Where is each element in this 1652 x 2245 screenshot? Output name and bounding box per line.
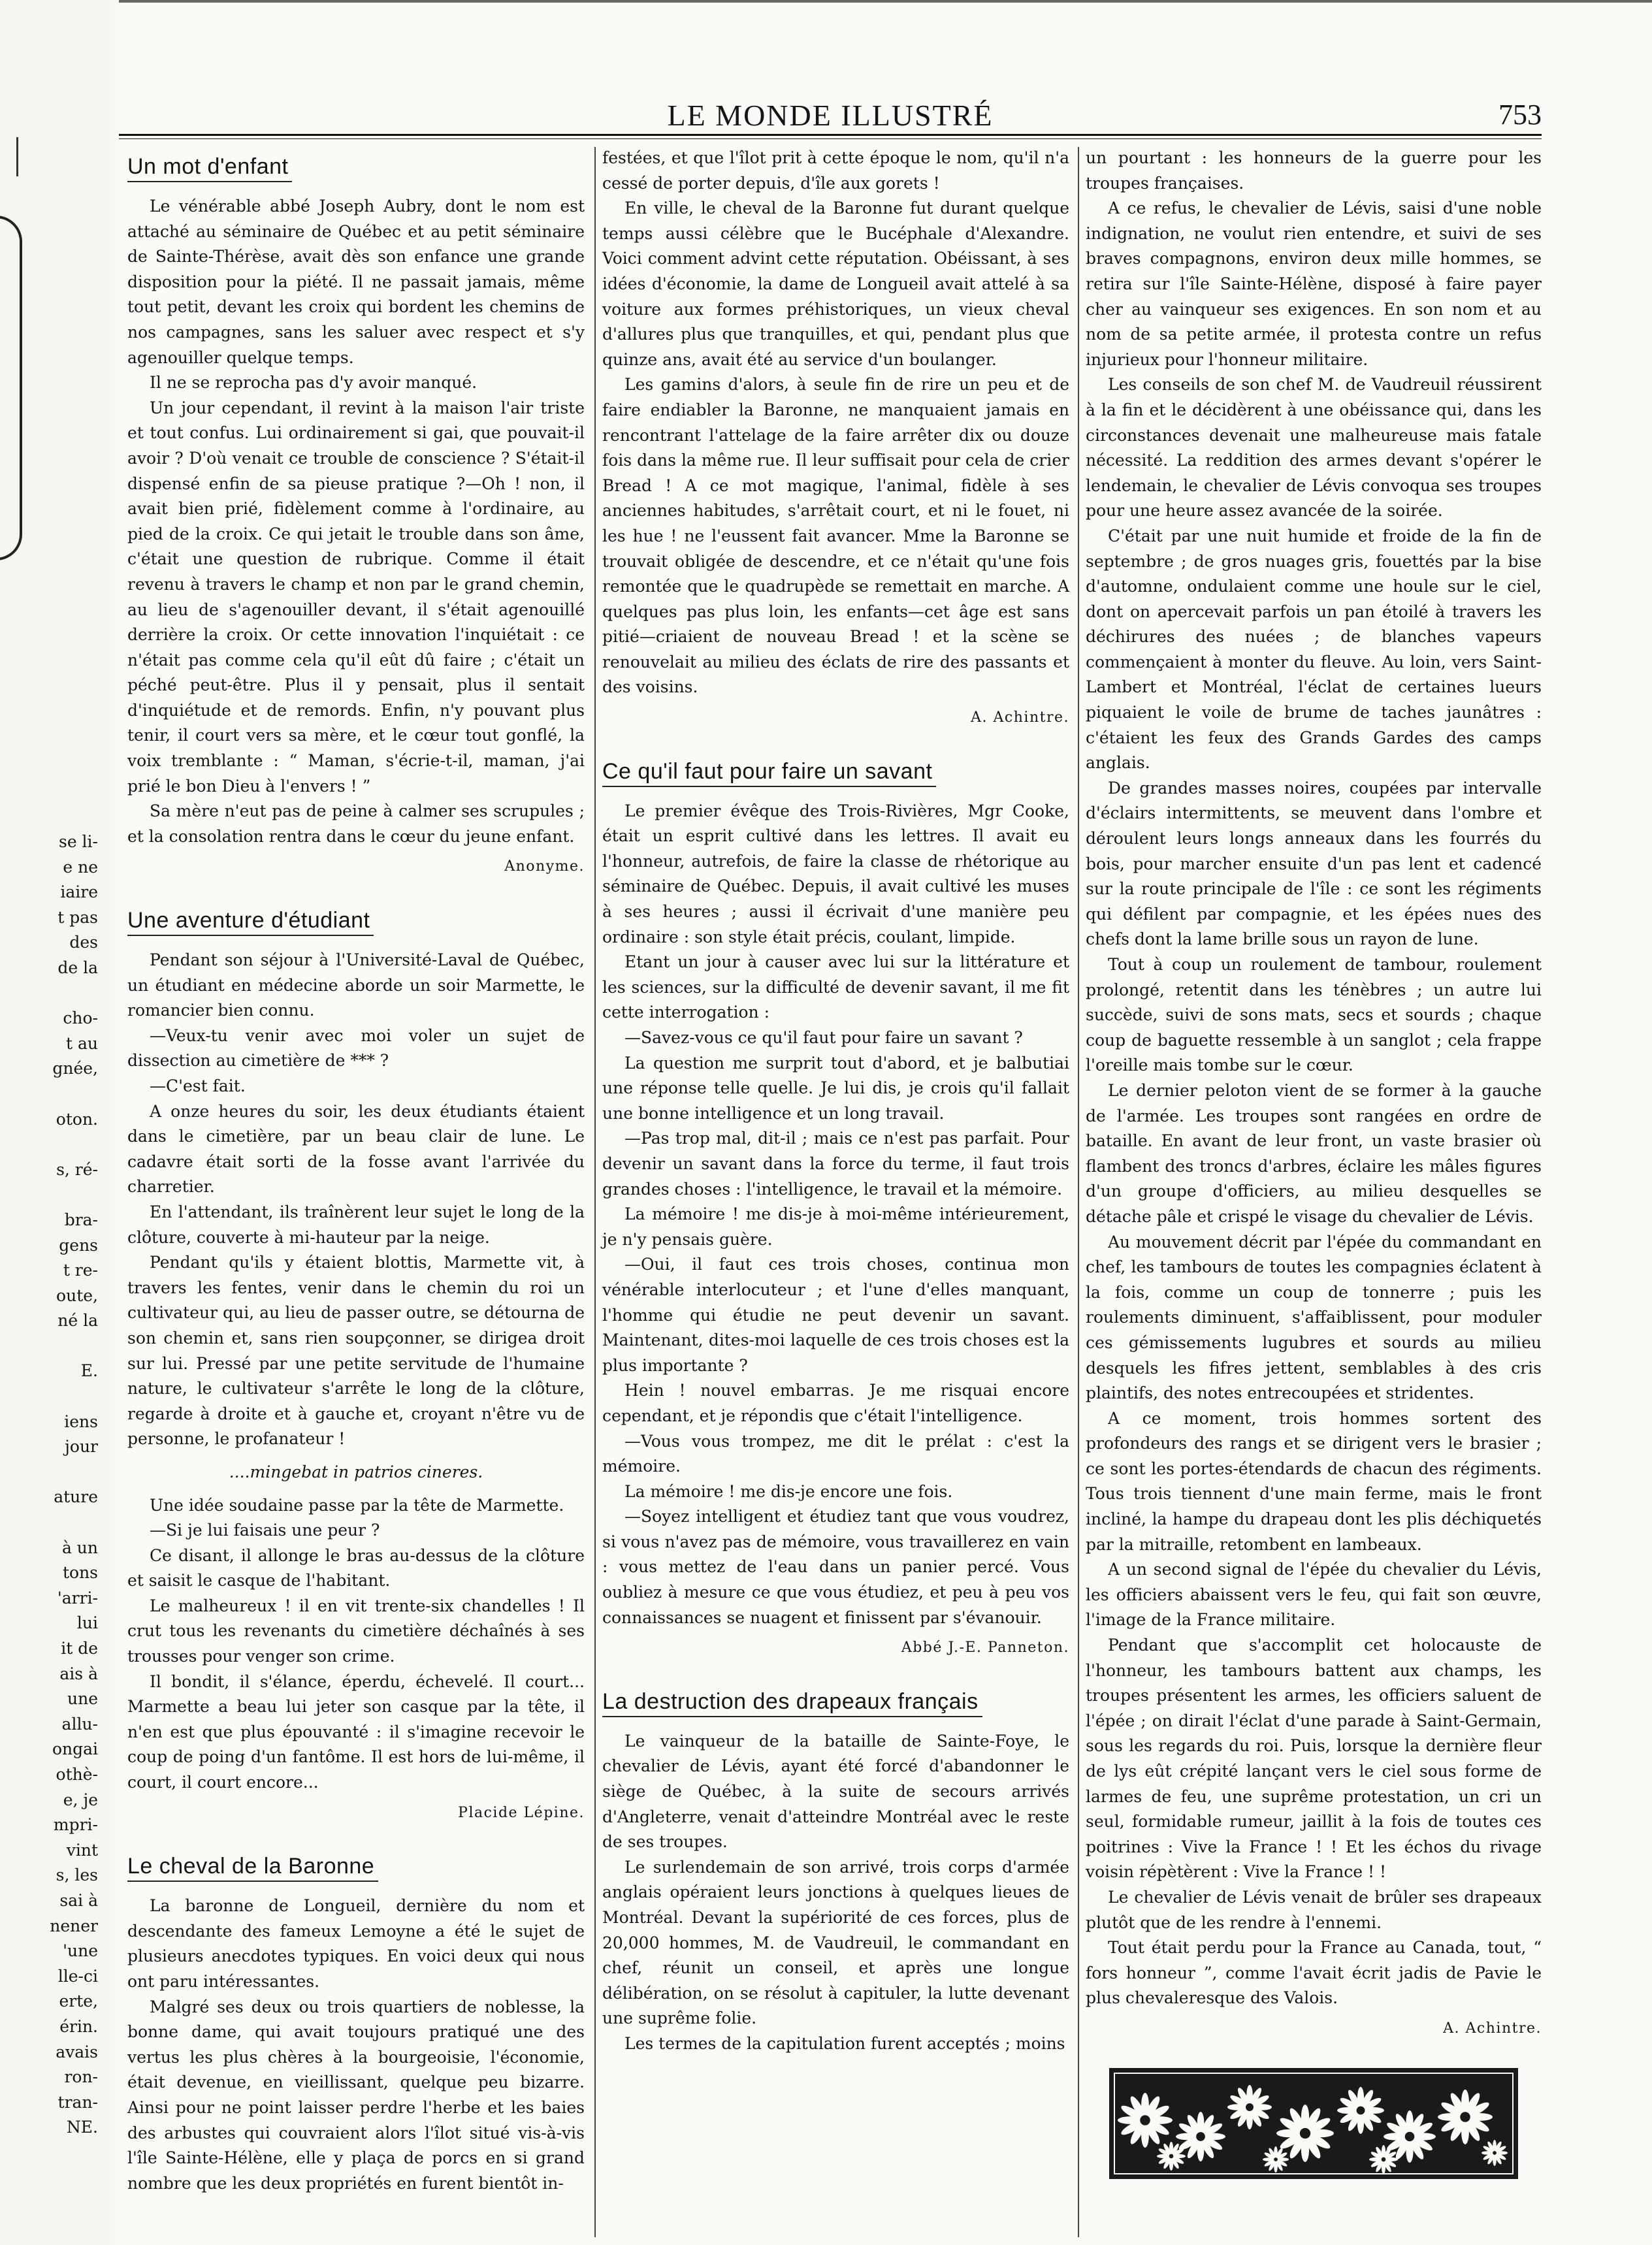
- paragraph: Les gamins d'alors, à seule fin de rire un peu et de faire endiabler la Baronne, ne manquaient jamais en rencontrant l'attelage de la faire arrêter dix ou douze fois dans la même rue. Il leur suffisait pour cela de crier Bread ! A ce mot magique, l'animal, fidèle à ses anciennes habitudes, s'arrêtait court, et ni le fouet, ni les hue ! ne l'eussent fait avancer. Mme la Baronne se trouvait obligée de descendre, et ce n'était qu'une fois remontée que le quadrupède se remettait en marche. A quelques pas plus loin, les enfants—cet âge est sans pitié—criaient de nouveau Bread ! et la scène se renouvelait au milieu des éclats de rire des passants et des voisins.: [602, 375, 1069, 697]
- fragment-line: e, je: [63, 1790, 98, 1809]
- paragraph: Au mouvement décrit par l'épée du commandant en chef, les tambours de toutes les compagnies éclatent à la fois, comme un coup de tonnerre ; puis les roulements diminuent, s'affaiblissent, pour moduler ces gémissements lugubres et sourds au milieu desquels les fifres jettent, semblables à des cris plaintifs, des notes entrecoupées et stridentes.: [1086, 1232, 1542, 1403]
- fragment-line: ron-: [64, 2067, 98, 2087]
- paragraph: un pourtant : les honneurs de la guerre pour les troupes françaises.: [1086, 148, 1542, 193]
- paragraph: A un second signal de l'épée du chevalier du Lévis, les officiers abaissent vers le feu, qui fait son œuvre, l'image de la France militaire.: [1086, 1560, 1542, 1630]
- article-title: Une aventure d'étudiant: [127, 906, 374, 936]
- paragraph: —Savez-vous ce qu'il faut pour faire un savant ?: [624, 1028, 1023, 1047]
- paragraph: —Veux-tu venir avec moi voler un sujet de dissection au cimetière de *** ?: [127, 1026, 585, 1071]
- paragraph: C'était par une nuit humide et froide de la fin de septembre ; de gros nuages gris, fouettés par la bise d'automne, ondulaient comme une houle sur le ciel, dont on apercevait parfois un pan étoilé à travers les déchirures des nuées ; de blanches vapeurs commençaient à monter du fleuve. Au loin, vers Saint-Lambert et Montréal, l'éclat de certaines lueurs piquaient le voile de brume de taches jaunâtres : c'étaient les feux des Grands Gardes des camps anglais.: [1086, 526, 1542, 773]
- floral-vignette-icon: [1109, 2068, 1518, 2179]
- signature: Abbé J.-E. Panneton.: [901, 1639, 1069, 1656]
- paragraph: Pendant que s'accomplit cet holocauste de l'honneur, les tambours battent aux champs, les troupes présentent les armes, les officiers saluent de l'épée ; on dirait l'éclat d'une parade à Saint-Germain, sous les regards du roi. Puis, lorsque la dernière fleur de lys eût crépité lançant vers le ciel sous forme de larmes de feu, une suprême protestation, un cri un seul, formidable rumeur, jaillit à la fois de toutes ces poitrines : Vive la France ! ! Et les échos du rivage voisin répètèrent : Vive la France ! !: [1086, 1636, 1542, 1882]
- fragment-line: avais: [56, 2042, 98, 2061]
- paragraph: Le chevalier de Lévis venait de brûler ses drapeaux plutôt que de les rendre à l'ennemi.: [1086, 1887, 1542, 1932]
- fragment-line: cho-: [63, 1009, 98, 1028]
- article-body: [127, 194, 585, 849]
- flower-center: [1404, 2131, 1416, 2142]
- fragment-line: NE.: [66, 2118, 98, 2137]
- article-title: Ce qu'il faut pour faire un savant: [602, 757, 936, 787]
- signature: Placide Lépine.: [458, 1804, 585, 1821]
- paragraph: Le dernier peloton vient de se former à la gauche de l'armée. Les troupes sont rangées en ordre de bataille. En avant de leur front, un vaste brasier où flambent des troncs d'arbres, éclaire les mâles figures d'un groupe d'officiers, au milieu desquelles se détache pâle et crispé le visage du chevalier de Lévis.: [1086, 1080, 1542, 1226]
- flower-center: [1168, 2153, 1174, 2159]
- fragment-line: lle-ci: [57, 1966, 98, 1986]
- paragraph: A onze heures du soir, les deux étudiants étaient dans le cimetière, par un beau clair de lune. Le cadavre était sorti de la fosse avant l'arrivée du charretier.: [127, 1101, 585, 1197]
- column-rule-2: [1078, 147, 1079, 2237]
- fragment-line: jour: [65, 1437, 98, 1457]
- paragraph: En l'attendant, ils traînèrent leur sujet le long de la clôture, couverte à mi-hauteur par la neige.: [127, 1202, 585, 1247]
- fragment-line: it de: [61, 1639, 98, 1658]
- paragraph: Il ne se reprocha pas d'y avoir manqué.: [150, 373, 478, 393]
- column-1: [127, 146, 585, 2196]
- paragraph: Tout était perdu pour la France au Canada, tout, “ fors honneur ”, comme l'avait écrit jadis de Pavie le plus chevaleresque des Valois.: [1086, 1938, 1542, 2008]
- fragment-line: ongai: [52, 1739, 98, 1759]
- journal-title: LE MONDE ILLUSTRÉ: [667, 99, 994, 132]
- flower-center: [1245, 2102, 1255, 2112]
- paragraph: Sa mère n'eut pas de peine à calmer ses scrupules ; et la consolation rentra dans le cœur du jeune enfant.: [127, 801, 585, 846]
- fragment-line: [0, 1510, 98, 1536]
- article-un-mot-d-enfant: [127, 146, 585, 880]
- flower-center: [1355, 2105, 1366, 2116]
- fragment-line: t au: [66, 1033, 98, 1053]
- flower-center: [1139, 2114, 1151, 2125]
- article-le-cheval-de-la-baronne: [127, 1845, 585, 2196]
- paragraph: Hein ! nouvel embarras. Je me risquai encore cependant, et je répondis que c'était l'intelligence.: [602, 1381, 1069, 1425]
- paragraph: Le malheureux ! il en vit trente-six chandelles ! Il crut tous les revenants du cimetière déchaînés à ses trousses pour venger son crime.: [127, 1596, 585, 1666]
- paragraph: Le surlendemain de son arrivé, trois corps d'armée anglais opéraient leurs jonctions à quelques lieues de Montréal. Devant la supériorité de ces forces, plus de 20,000 hommes, M. de Vaudreuil, le commandant en chef, réunit un conseil, et après une longue délibération, on se résolut à capituler, la lutte devenant une suprême folie.: [602, 1857, 1069, 2028]
- article-body: [127, 948, 585, 1796]
- fragment-line: tran-: [57, 2092, 98, 2112]
- paragraph: Pendant qu'ils y étaient blottis, Marmette vit, à travers les fentes, venir dans le chemin du roi un cultivateur qui, au lieu de passer outre, se détourna de son chemin et, sans rien soupçonner, se dirigea droit sur lui. Pressé par une petite servitude de l'humaine nature, le cultivateur s'arrête le long de la clôture, regarde à droite et à gauche et, croyant n'être vu de personne, le profanateur !: [127, 1253, 585, 1449]
- header-rule: [119, 134, 1542, 136]
- fragment-line: [0, 1182, 98, 1208]
- fragment-line: se li-: [58, 832, 98, 851]
- fragment-line: nener: [50, 1916, 98, 1935]
- fragment-line: e ne: [63, 857, 98, 877]
- fragment-line: s, ré-: [56, 1159, 98, 1179]
- fragment-line: à un: [61, 1538, 98, 1557]
- paragraph: Le premier évêque des Trois-Rivières, Mgr Cooke, était un esprit cultivé dans les lettres. Il avait eu l'honneur, autrefois, de faire la classe de rhétorique au séminaire de Québec. Depuis, il avait cultivé les muses à ses heures ; aussi il écrivait d'une manière peu ordinaire : son style était précis, coulant, limpide.: [602, 801, 1069, 946]
- fragment-line: [0, 1334, 98, 1359]
- article-body: [127, 1894, 585, 2196]
- flower-center: [1273, 2156, 1279, 2162]
- article-la-destruction-des-drapeaux-francais: [602, 1681, 1069, 2057]
- fragment-line: [0, 1384, 98, 1410]
- fragment-line: E.: [80, 1361, 98, 1381]
- article-la-destruction-des-drapeaux-francais-continued: [1086, 146, 1542, 2042]
- flower-center: [1459, 2110, 1471, 2122]
- latin-quote: ....mingebat in patrios cineres.: [229, 1462, 483, 1481]
- fragment-line: érin.: [59, 2016, 98, 2036]
- signature: A. Achintre.: [971, 709, 1069, 726]
- paragraph: Pendant son séjour à l'Université-Laval de Québec, un étudiant en médecine aborde un soir Marmette, le romancier bien connu.: [127, 950, 585, 1020]
- paragraph: Ce disant, il allonge le bras au-dessus de la clôture et saisit le casque de l'habitant.: [127, 1545, 585, 1591]
- scan-mark: [16, 137, 26, 176]
- fragment-line: iens: [64, 1412, 98, 1431]
- fragment-line: erte,: [59, 1992, 98, 2011]
- top-rule: [119, 0, 1652, 3]
- previous-page-fragment: [0, 830, 98, 2140]
- header-rule-thin: [119, 138, 1542, 139]
- flower-center: [1492, 2150, 1498, 2156]
- paragraph: festées, et que l'îlot prit à cette époque le nom, qu'il n'a cessé de porter depuis, d'île aux gorets !: [602, 148, 1069, 193]
- paragraph: —Si je lui faisais une peur ?: [150, 1521, 380, 1540]
- fragment-line: gens: [59, 1235, 98, 1255]
- paragraph: Les conseils de son chef M. de Vaudreuil réussirent à la fin et le décidèrent à une obéissance qui, dans les circonstances devenait une malheureuse mais fatale nécessité. La reddition des armes devant s'opérer le lendemain, le chevalier de Lévis convoqua ses troupes pour une heure assez avancée de la soirée.: [1086, 375, 1542, 521]
- paragraph: La question me surprit tout d'abord, et je balbutiai une réponse telle quelle. Je lui dis, je crois qu'il fallait une bonne intelligence et un long travail.: [602, 1053, 1069, 1123]
- paragraph: —Soyez intelligent et étudiez tant que vous voudrez, si vous n'avez pas de mémoire, vous travaillerez en vain : vous mettez de l'eau dans un panier percé. Vous oubliez à mesure ce que vous étudiez, et peu à peu vos connaissances se nuagent et finissent par s'évanouir.: [602, 1507, 1069, 1627]
- paragraph: Le vainqueur de la bataille de Sainte-Foye, le chevalier de Lévis, ayant été forcé d'abandonner le siège de Québec, à la suite de secours arrivés d'Angleterre, venait d'atteindre Montréal avec le reste de ses troupes.: [602, 1731, 1069, 1852]
- paragraph: A ce refus, le chevalier de Lévis, saisi d'une noble indignation, ne voulut rien entendre, et suivi de ses braves compagnons, environ deux mille hommes, se retira sur l'île Sainte-Hélène, disposé à faire payer cher au vainqueur ses exigences. En son nom et au nom de sa petite armée, il protesta contre un refus injurieux pour l'honneur militaire.: [1086, 199, 1542, 369]
- paragraph: Tout à coup un roulement de tambour, roulement prolongé, retentit dans les ténèbres ; un autre lui succède, suivi de sons mats, secs et sourds ; chaque coup de baguette ressemble à un sanglot ; cela frappe l'oreille mais tombe sur le cœur.: [1086, 955, 1542, 1075]
- fragment-line: mpri-: [53, 1815, 98, 1835]
- fragment-line: [0, 1460, 98, 1485]
- article-body: [602, 1729, 1069, 2057]
- paragraph: Une idée soudaine passe par la tête de Marmette.: [150, 1495, 564, 1515]
- fragment-line: 'arri-: [57, 1588, 98, 1607]
- page-number: 753: [1498, 99, 1542, 131]
- article-title: La destruction des drapeaux français: [602, 1687, 982, 1717]
- fragment-line: [0, 1132, 98, 1157]
- paragraph: La mémoire ! me dis-je encore une fois.: [624, 1481, 953, 1501]
- signature: Anonyme.: [504, 858, 585, 875]
- fragment-line: gnée,: [52, 1059, 98, 1078]
- fragment-line: bra-: [64, 1210, 98, 1229]
- article-une-aventure-d-etudiant: [127, 899, 585, 1826]
- signature: A. Achintre.: [1443, 2020, 1542, 2037]
- fragment-line: oton.: [56, 1109, 98, 1129]
- fragment-line: iaire: [60, 882, 98, 902]
- flower-center: [1195, 2131, 1207, 2142]
- fragment-line: t re-: [63, 1261, 98, 1280]
- paragraph: En ville, le cheval de la Baronne fut durant quelque temps aussi célèbre que le Bucéphale d'Alexandre. Voici comment advint cette réputation. Obéissant, à ses idées d'économie, la dame de Longueil avait attelé à sa voiture aux formes préhistoriques, un vieux cheval d'allures plus que tranquilles, et qui, pendant plus que quinze ans, avait été au service d'un boulanger.: [602, 199, 1069, 369]
- column-rule-1: [594, 147, 596, 2237]
- fragment-line: vint: [66, 1840, 98, 1860]
- article-title: Le cheval de la Baronne: [127, 1852, 378, 1882]
- paragraph: —Vous vous trompez, me dit le prélat : c'est la mémoire.: [602, 1431, 1069, 1476]
- fragment-line: s, les: [56, 1865, 98, 1885]
- paragraph: Il bondit, il s'élance, éperdu, échevelé. Il court... Marmette a beau lui jeter son casque par la tête, il n'en est que plus épouvanté : il s'imagine recevoir le coup de poing d'un fantôme. Il est hors de lui-même, il court, il court encore...: [127, 1672, 585, 1792]
- column-3: [1086, 146, 1542, 2179]
- paragraph: La mémoire ! me dis-je à moi-même intérieurement, je n'y pensais guère.: [602, 1204, 1069, 1249]
- paragraph: Les termes de la capitulation furent acceptés ; moins: [624, 2033, 1065, 2053]
- page-header: [119, 98, 1542, 132]
- paragraph: —Pas trop mal, dit-il ; mais ce n'est pas parfait. Pour devenir un savant dans la force du terme, il faut trois grandes choses : l'intelligence, le travail et la mémoire.: [602, 1129, 1069, 1199]
- article-le-cheval-de-la-baronne-continued: [602, 146, 1069, 731]
- previous-page-ornament: [0, 216, 22, 560]
- article-ce-qu-il-faut-pour-faire-un-savant: [602, 751, 1069, 1661]
- fragment-line: [0, 981, 98, 1007]
- fragment-line: lui: [76, 1613, 98, 1633]
- article-body: [602, 799, 1069, 1631]
- paragraph: —C'est fait.: [150, 1076, 246, 1095]
- paragraph: Etant un jour à causer avec lui sur la littérature et les sciences, sur la difficulté de devenir savant, il me fit cette interrogation :: [602, 952, 1069, 1022]
- paragraph: Un jour cependant, il revint à la maison l'air triste et tout confus. Lui ordinairement si gai, que pouvait-il avoir ? D'où venait ce trouble de conscience ? S'était-il dispensé enfin de sa pieuse pratique ?—Oh ! non, il avait bien prié, fidèlement comme à l'ordinaire, au pied de la croix. Ce qui jetait le trouble dans son âme, c'était une question de rubrique. Comme il était revenu à travers le champ et non par le grand chemin, au lieu de s'agenouiller devant, il s'était agenouillé derrière la croix. Or cette innovation l'inquiétait : ce n'était pas comme cela qu'il eût dû faire ; c'était un péché peut-être. Plus il y pensait, plus il sentait d'inquiétude et de remords. Enfin, n'y pouvant plus tenir, il court vers sa mère, et le cœur tout gonflé, la voix tremblante : “ Maman, s'écrie-t-il, maman, j'ai prié le bon Dieu à l'envers ! ”: [127, 398, 585, 796]
- fragment-line: oute,: [56, 1285, 98, 1305]
- fragment-line: [0, 1082, 98, 1107]
- column-2: [602, 146, 1069, 2057]
- paragraph: A ce moment, trois hommes sortent des profondeurs des rangs et se dirigent vers le brasier ; ce sont les portes-étendards de chacun des régiments. Tous trois tiennent d'une main ferme, mais le front incliné, la hampe du drapeau dont les plis déchiquetés par la mitraille, retombent en lambeaux.: [1086, 1408, 1542, 1554]
- fragment-line: allu-: [61, 1714, 98, 1734]
- fragment-line: né la: [57, 1311, 98, 1331]
- paragraph: De grandes masses noires, coupées par intervalle d'éclairs intermittents, se meuvent dans l'ombre et déroulent leurs longs anneaux dans les fourrés du bois, pour marcher ensuite d'un pas lent et cadencé sur la route principale de l'île : ce sont les régiments qui défilent par compagnie, et les épées nues des chefs dont la lame brille sous un rayon de lune.: [1086, 778, 1542, 949]
- flower-center: [1299, 2127, 1311, 2139]
- article-title: Un mot d'enfant: [127, 152, 292, 182]
- fragment-line: 'une: [63, 1941, 98, 1961]
- fragment-line: sai à: [59, 1890, 98, 1910]
- fragment-line: de la: [57, 958, 98, 977]
- flower-center: [1380, 2156, 1387, 2163]
- paragraph: La baronne de Longueil, dernière du nom et descendante des fameux Lemoyne a été le sujet de plusieurs anecdotes typiques. En voici deux qui nous ont paru intéressantes.: [127, 1896, 585, 1991]
- fragment-line: ature: [54, 1487, 98, 1507]
- fragment-line: ais à: [59, 1664, 98, 1683]
- fragment-line: t pas: [57, 907, 98, 927]
- paragraph: Le vénérable abbé Joseph Aubry, dont le nom est attaché au séminaire de Québec et au petit séminaire de Sainte-Thérèse, avait dès son enfance une grande disposition pour la piété. Il ne passait jamais, même tout petit, devant les croix qui bordent les chemins de nos campagnes, sans les saluer avec respect et s'y agenouiller quelque temps.: [127, 197, 585, 367]
- fragment-line: tons: [62, 1563, 98, 1583]
- fragment-line: des: [69, 933, 98, 952]
- paragraph: Malgré ses deux ou trois quartiers de noblesse, la bonne dame, qui avait toujours pratiqué une des vertus les plus chères à la bourgeoisie, l'économie, était devenue, en vieillissant, quelque peu bizarre. Ainsi pour ne point laisser perdre l'herbe et les baies des arbustes qui couvraient alors l'îlot situé vis-à-vis l'île Sainte-Hélène, elle y plaça de porcs en si grand nombre que les deux propriétés en furent bientôt in-: [127, 1997, 585, 2193]
- paragraph: —Oui, il faut ces trois choses, continua mon vénérable interlocuteur ; et l'une d'elles manquant, l'homme qui étudie ne peut devenir un savant. Maintenant, dites-moi laquelle de ces trois choses est la plus importante ?: [602, 1255, 1069, 1375]
- fragment-line: othè-: [56, 1764, 98, 1784]
- fragment-line: une: [67, 1689, 98, 1709]
